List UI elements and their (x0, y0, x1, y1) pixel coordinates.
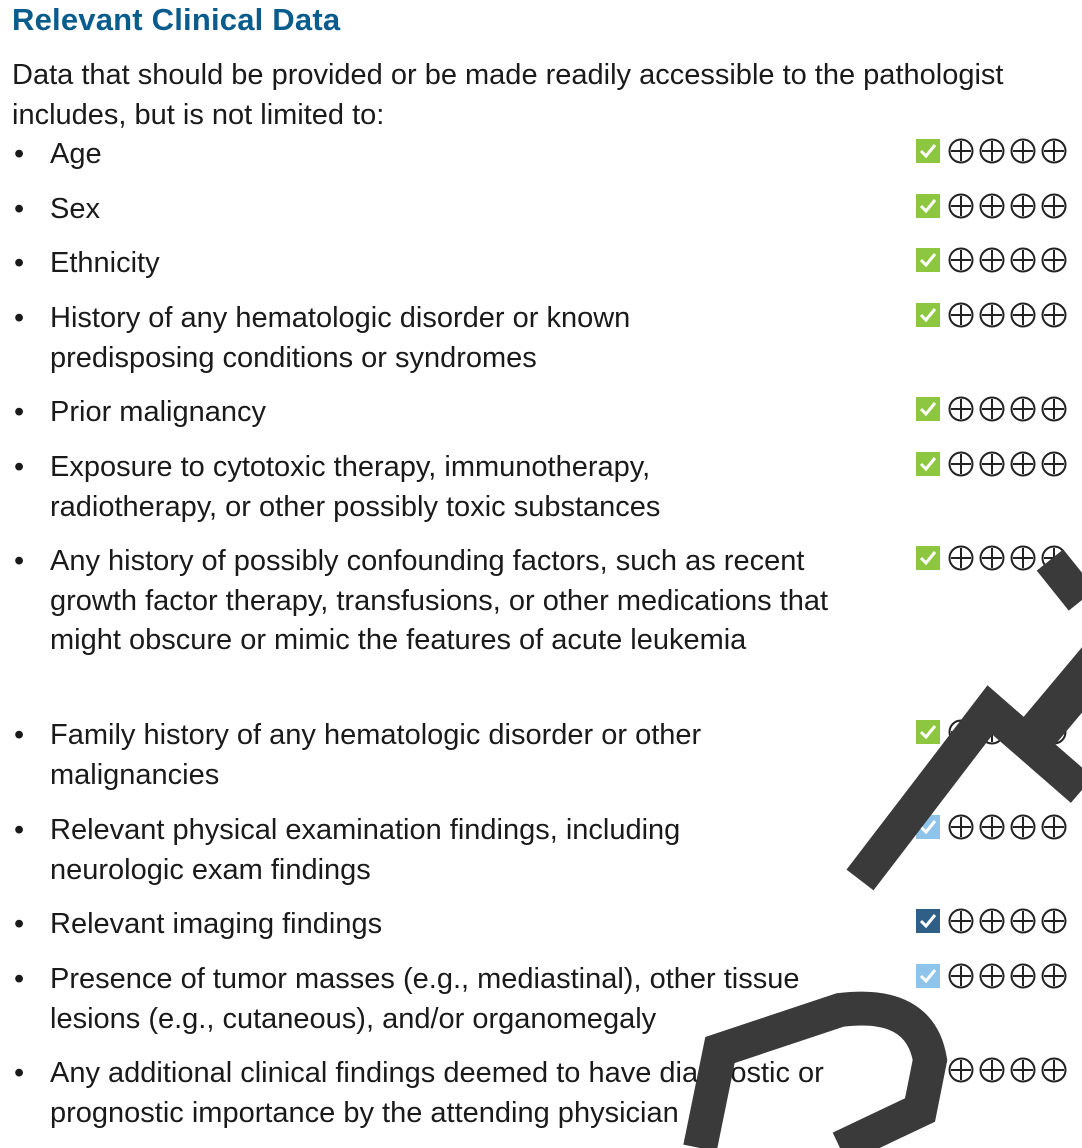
circle-plus-icon (947, 544, 975, 572)
circle-plus-icon (1009, 962, 1037, 990)
list-item-text: Any history of possibly confounding factors, such as recent growth factor therapy, transfusions, or other medications that might obscure or mimic the features of acute leukemia (50, 545, 829, 656)
evidence-rating (916, 301, 1068, 329)
circle-plus-icon (1040, 395, 1068, 423)
circle-plus-icon (1040, 544, 1068, 572)
evidence-rating (916, 137, 1068, 165)
bullet-icon: • (14, 451, 25, 483)
checkmark-icon (916, 964, 940, 988)
circle-plus-icon (978, 192, 1006, 220)
circle-plus-icon (947, 450, 975, 478)
checkmark-icon (916, 909, 940, 933)
evidence-rating (916, 962, 1068, 990)
circle-plus-icon (947, 1056, 975, 1084)
evidence-rating (916, 450, 1068, 478)
circle-plus-icon (1040, 137, 1068, 165)
list-item-text: Ethnicity (50, 247, 160, 279)
bullet-icon: • (14, 963, 25, 995)
circle-plus-icon (978, 137, 1006, 165)
bullet-icon: • (14, 1057, 25, 1089)
circle-plus-icon (947, 718, 975, 746)
list-item-text: History of any hematologic disorder or known predisposing conditions or syndromes (50, 302, 631, 374)
circle-plus-icon (978, 450, 1006, 478)
circle-plus-icon (978, 962, 1006, 990)
checkmark-icon (916, 248, 940, 272)
evidence-rating (916, 192, 1068, 220)
evidence-rating (916, 813, 1068, 841)
bullet-icon: • (14, 719, 25, 751)
bullet-icon: • (14, 138, 25, 170)
circle-plus-icon (978, 813, 1006, 841)
circle-plus-icon (1009, 301, 1037, 329)
circle-plus-icon (1009, 907, 1037, 935)
list-item-text: Relevant physical examination findings, including neurologic exam findings (50, 814, 681, 886)
list-item-text: Presence of tumor masses (e.g., mediastinal), other tissue lesions (e.g., cutaneous), and/or organomegaly (50, 963, 800, 1035)
evidence-rating (916, 1056, 1068, 1084)
circle-plus-icon (1040, 192, 1068, 220)
checkmark-icon (916, 303, 940, 327)
circle-plus-icon (1009, 450, 1037, 478)
circle-plus-icon (978, 395, 1006, 423)
list-item-text: Sex (50, 193, 100, 225)
circle-plus-icon (947, 907, 975, 935)
circle-plus-icon (1040, 907, 1068, 935)
circle-plus-icon (1009, 544, 1037, 572)
evidence-rating (916, 718, 1068, 746)
circle-plus-icon (1040, 301, 1068, 329)
circle-plus-icon (978, 301, 1006, 329)
circle-plus-icon (1040, 1056, 1068, 1084)
intro-text: Data that should be provided or be made readily accessible to the pathologist includes, but is not limited to: (12, 59, 1004, 131)
bullet-icon: • (14, 302, 25, 334)
circle-plus-icon (978, 718, 1006, 746)
circle-plus-icon (978, 544, 1006, 572)
circle-plus-icon (1040, 718, 1068, 746)
checkmark-icon (916, 1058, 940, 1082)
bullet-icon: • (14, 247, 25, 279)
list-item-text: Exposure to cytotoxic therapy, immunotherapy, radiotherapy, or other possibly toxic substances (50, 451, 661, 523)
list-item-text: Any additional clinical findings deemed to have diagnostic or prognostic importance by the attending physician (50, 1057, 824, 1129)
circle-plus-icon (947, 301, 975, 329)
checkmark-icon (916, 194, 940, 218)
checkmark-icon (916, 139, 940, 163)
circle-plus-icon (1009, 395, 1037, 423)
evidence-rating (916, 246, 1068, 274)
circle-plus-icon (1009, 813, 1037, 841)
bullet-icon: • (14, 396, 25, 428)
circle-plus-icon (978, 1056, 1006, 1084)
bullet-icon: • (14, 545, 25, 577)
circle-plus-icon (1009, 718, 1037, 746)
list-item-text: Age (50, 138, 102, 170)
circle-plus-icon (947, 192, 975, 220)
section-title: Relevant Clinical Data (12, 2, 341, 37)
evidence-rating (916, 544, 1068, 572)
checkmark-icon (916, 546, 940, 570)
circle-plus-icon (1040, 813, 1068, 841)
circle-plus-icon (978, 907, 1006, 935)
checkmark-icon (916, 720, 940, 744)
circle-plus-icon (947, 813, 975, 841)
circle-plus-icon (947, 962, 975, 990)
circle-plus-icon (1040, 246, 1068, 274)
circle-plus-icon (1009, 192, 1037, 220)
evidence-rating (916, 907, 1068, 935)
circle-plus-icon (1040, 962, 1068, 990)
circle-plus-icon (1009, 137, 1037, 165)
list-item-text: Relevant imaging findings (50, 908, 383, 940)
bullet-icon: • (14, 814, 25, 846)
circle-plus-icon (947, 137, 975, 165)
list-item-text: Prior malignancy (50, 396, 266, 428)
checkmark-icon (916, 815, 940, 839)
circle-plus-icon (947, 395, 975, 423)
circle-plus-icon (978, 246, 1006, 274)
circle-plus-icon (947, 246, 975, 274)
circle-plus-icon (1009, 246, 1037, 274)
list-item-text: Family history of any hematologic disorder or other malignancies (50, 719, 702, 791)
checkmark-icon (916, 452, 940, 476)
checkmark-icon (916, 397, 940, 421)
circle-plus-icon (1040, 450, 1068, 478)
bullet-icon: • (14, 193, 25, 225)
bullet-icon: • (14, 908, 25, 940)
evidence-rating (916, 395, 1068, 423)
circle-plus-icon (1009, 1056, 1037, 1084)
